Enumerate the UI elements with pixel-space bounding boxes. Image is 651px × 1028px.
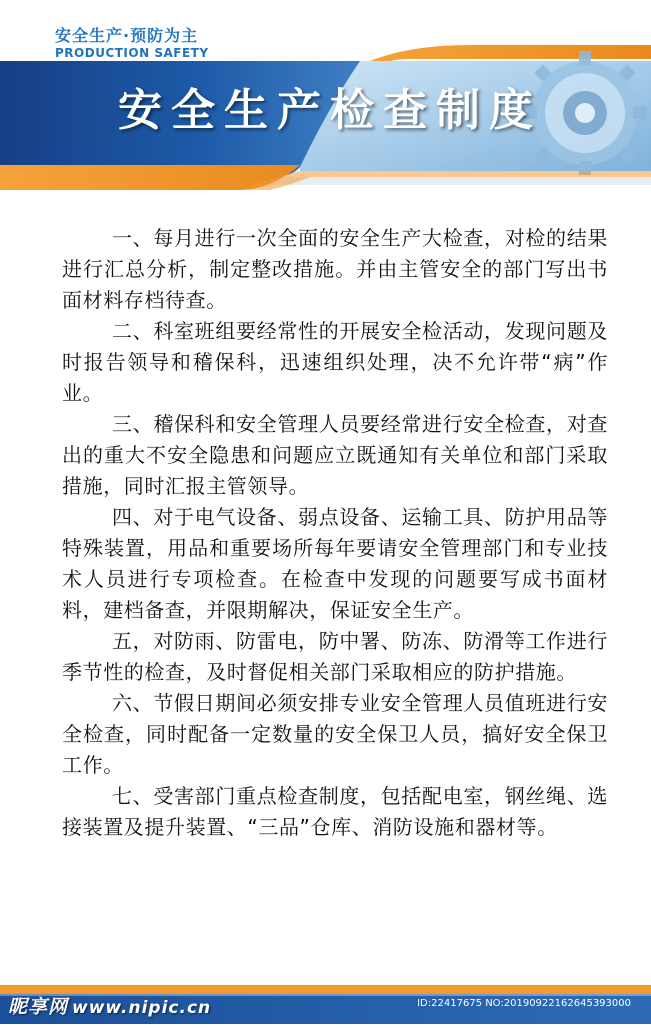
paragraph-5: 五，对防雨、防雷电，防中署、防冻、防滑等工作进行季节性的检查，及时督促相关部门采取相应的防护措施。 xyxy=(62,629,608,684)
page-title: 安全生产检查制度 xyxy=(118,85,542,136)
watermark-url: www.nipic.cn xyxy=(72,998,212,1018)
slogan-english: PRODUCTION SAFETY xyxy=(55,46,209,60)
paragraph-3: 三、稽保科和安全管理人员要经常进行安全检查，对查出的重大不安全隐患和问题应立既通知有关单位和部门采取措施，同时汇报主管领导。 xyxy=(62,412,608,498)
watermark-logo xyxy=(8,992,211,1019)
regulation-content xyxy=(62,223,608,843)
slogan-chinese: 安全生产·预防为主 xyxy=(55,26,199,45)
paragraph-4: 四、对于电气设备、弱点设备、运输工具、防护用品等特殊装置，用品和重要场所每年要请安全管理部门和专业技术人员进行专项检查。在检查中发现的问题要写成书面材料，建档备查，并限期解决，保证安全生产。 xyxy=(62,505,608,622)
watermark-logo-text: 昵享网 xyxy=(8,996,69,1018)
paragraph-7: 七、受害部门重点检查制度，包括配电室，钢丝绳、选接装置及提升装置、“三品”仓库、消防设施和器材等。 xyxy=(62,784,608,839)
paragraph-6: 六、节假日期间必须安排专业安全管理人员值班进行安全检查，同时配备一定数量的安全保卫人员，搞好安全保卫工作。 xyxy=(62,691,608,777)
paragraph-2: 二、科室班组要经常性的开展安全检活动，发现问题及时报告领导和稽保科，迅速组织处理，决不允许带“病”作业。 xyxy=(62,319,608,405)
image-id-text: ID:22417675 NO:20190922162645393000 xyxy=(417,998,631,1009)
paragraph-1: 一、每月进行一次全面的安全生产大检查，对检的结果进行汇总分析，制定整改措施。并由主管安全的部门写出书面材料存档待查。 xyxy=(62,226,608,312)
